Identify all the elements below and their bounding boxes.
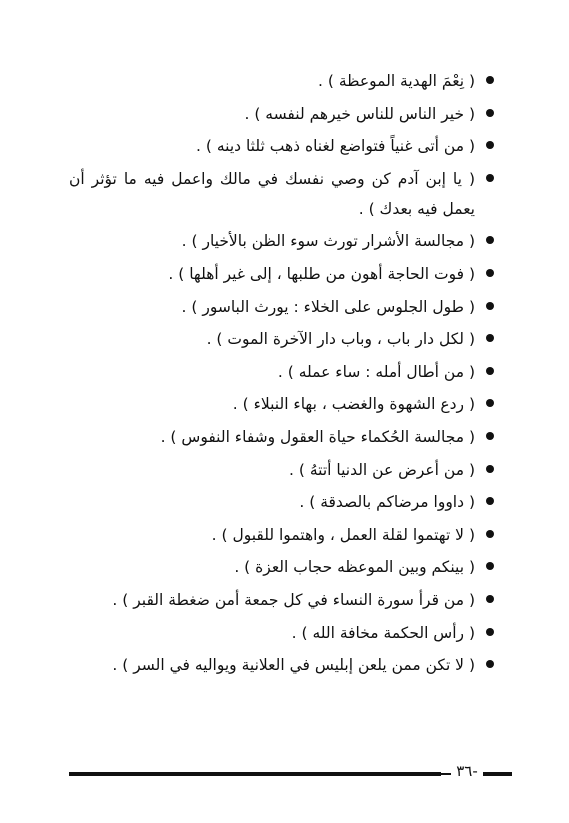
list-item <box>69 292 489 322</box>
list-item <box>69 99 489 129</box>
bullet-icon <box>486 595 494 603</box>
bullet-icon <box>486 76 494 84</box>
bullet-icon <box>486 497 494 505</box>
list-item <box>69 357 489 387</box>
sayings-list <box>69 66 489 683</box>
bullet-icon <box>486 269 494 277</box>
list-item <box>69 520 489 550</box>
saying-text: ( مجالسة الحُكماء حياة العقول وشفاء النفوس ) . <box>160 427 475 446</box>
footer-rule-long <box>69 772 441 776</box>
saying-text: ( فوت الحاجة أهون من طلبها ، إلى غير أهلها ) . <box>168 264 475 283</box>
bullet-icon <box>486 334 494 342</box>
list-item <box>69 455 489 485</box>
list-item <box>69 226 489 256</box>
list-item <box>69 618 489 648</box>
list-item <box>69 585 489 615</box>
saying-text: ( من قرأ سورة النساء في كل جمعة أمن ضغطة القبر ) . <box>112 590 475 609</box>
list-item <box>69 422 489 452</box>
list-item <box>69 131 489 161</box>
saying-text: ( لكل دار باب ، وباب دار الآخرة الموت ) . <box>206 330 475 349</box>
saying-text: ( خير الناس للناس خيرهم لنفسه ) . <box>244 104 475 123</box>
saying-text: ( لا تهتموا لقلة العمل ، واهتموا للقبول ) . <box>211 525 475 544</box>
list-item <box>69 389 489 419</box>
page-number: -٣٦ <box>456 762 478 780</box>
saying-text: ( نِعْمَ الهدية الموعظة ) . <box>318 72 475 90</box>
bullet-icon <box>486 530 494 538</box>
list-item <box>69 164 489 224</box>
saying-text: ( يا إبن آدم كن وصي نفسك في مالك واعمل فيه ما تؤثر أن يعمل فيه بعدك ) . <box>69 169 475 218</box>
bullet-icon <box>486 660 494 668</box>
footer-rule-short <box>483 772 512 776</box>
bullet-icon <box>486 432 494 440</box>
list-item <box>69 259 489 289</box>
bullet-icon <box>486 628 494 636</box>
list-item <box>69 650 489 680</box>
saying-text: ( رأس الحكمة مخافة الله ) . <box>291 623 475 642</box>
page-footer <box>69 762 512 783</box>
bullet-icon <box>486 236 494 244</box>
bullet-icon <box>486 367 494 375</box>
saying-text: ( طول الجلوس على الخلاء : يورث الباسور ) . <box>181 297 475 316</box>
bullet-icon <box>486 174 494 182</box>
saying-text: ( لا تكن ممن يلعن إبليس في العلانية ويواليه في السر ) . <box>112 656 475 675</box>
bullet-icon <box>486 562 494 570</box>
bullet-icon <box>486 465 494 473</box>
saying-text: ( من أتى غنياً فتواضع لغناه ذهب ثلثا دينه ) . <box>196 137 475 156</box>
list-item <box>69 487 489 517</box>
saying-text: ( ردع الشهوة والغضب ، بهاء النبلاء ) . <box>232 395 475 414</box>
footer-rule-dash <box>441 773 451 775</box>
bullet-icon <box>486 141 494 149</box>
bullet-icon <box>486 109 494 117</box>
saying-text: ( بينكم وبين الموعظه حجاب العزة ) . <box>234 558 475 577</box>
saying-text: ( من أعرض عن الدنيا أتتهُ ) . <box>289 460 475 479</box>
list-item <box>69 66 489 96</box>
bullet-icon <box>486 302 494 310</box>
saying-text: ( مجالسة الأشرار تورث سوء الظن بالأخيار ) . <box>181 232 475 251</box>
bullet-icon <box>486 399 494 407</box>
saying-text: ( من أطال أمله : ساء عمله ) . <box>277 362 475 381</box>
list-item <box>69 324 489 354</box>
saying-text: ( داووا مرضاكم بالصدقة ) . <box>299 493 475 512</box>
list-item <box>69 552 489 582</box>
